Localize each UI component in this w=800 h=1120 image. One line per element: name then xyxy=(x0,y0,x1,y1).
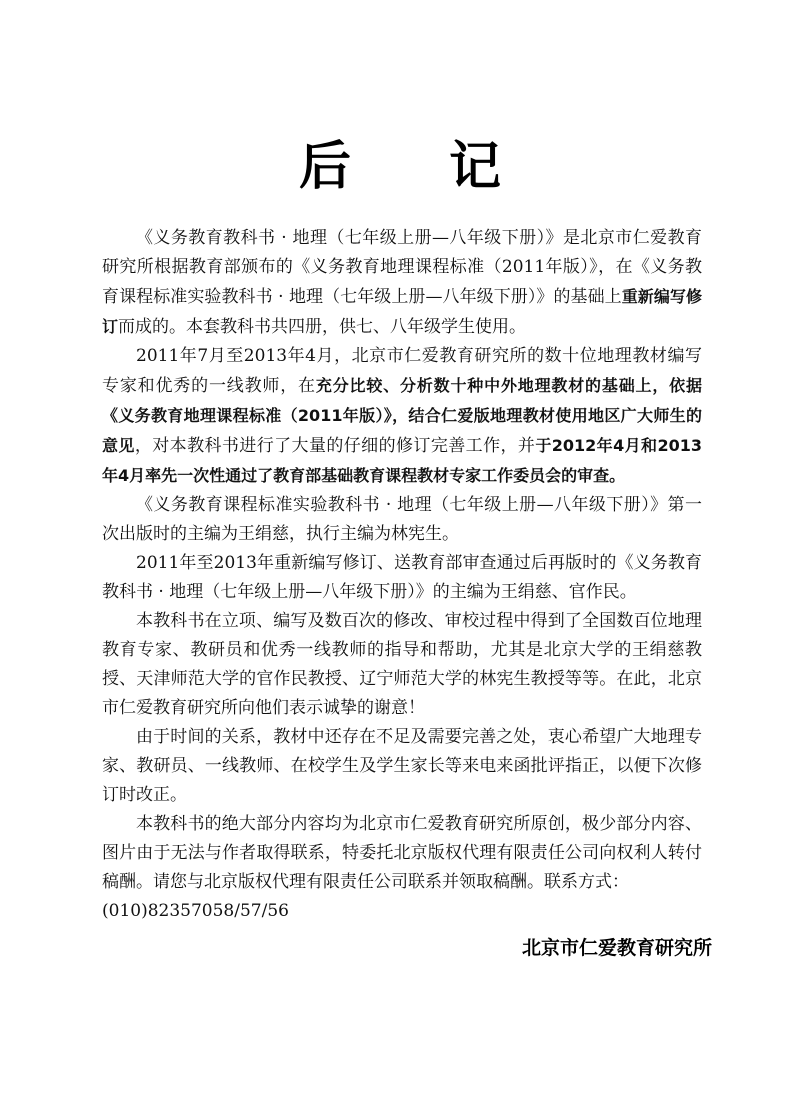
afterword-body xyxy=(102,224,702,926)
paragraph-2-bold-a: 充分比较、分析数十种中外地理教材的基础上，依据《义务教育地理课程标准（2011年版）》，结合仁爱版地理教材使用地区广大师生的意见 xyxy=(102,376,702,455)
paragraph-3: 《义务教育课程标准实验教科书 · 地理（七年级上册—八年级下册）》第一次出版时的主编为王绢慈，执行主编为林宪生。 xyxy=(102,495,702,544)
paragraph-2-bold-b: 于2012年4月和2013年4月率先一次性通过了教育部基础教育课程教材专家工作委员会的审查。 xyxy=(102,436,702,485)
contact-phone: (010)82357058/57/56 xyxy=(102,901,289,921)
paragraph-7: 本教科书的绝大部分内容均为北京市仁爱教育研究所原创，极少部分内容、图片由于无法与作者取得联系，特委托北京版权代理有限责任公司向权利人转付稿酬。请您与北京版权代理有限责任公司联系并领取稿酬。联系方式： xyxy=(102,814,702,892)
paragraph-1-bold-a: 重新编写修订 xyxy=(102,287,702,336)
page-title: 后 记 xyxy=(298,136,542,197)
paragraph-6: 由于时间的关系，教材中还存在不足及需要完善之处，衷心希望广大地理专家、教研员、一线教师、在校学生及学生家长等来电来函批评指正，以便下次修订时改正。 xyxy=(102,727,702,805)
paragraph-4: 2011年至2013年重新编写修订、送教育部审查通过后再版时的《义务教育教科书 · 地理（七年级上册—八年级下册）》的主编为王绢慈、官作民。 xyxy=(102,553,702,602)
paragraph-2 xyxy=(102,342,702,491)
paragraph-2-text-b: ，对本教科书进行了大量的仔细的修订完善工作，并 xyxy=(134,436,536,456)
paragraph-5: 本教科书在立项、编写及数百次的修改、审校过程中得到了全国数百位地理教育专家、教研员和优秀一线教师的指导和帮助，尤其是北京大学的王绢慈教授、天津师范大学的官作民教授、辽宁师范大学的林宪生教授等等。在此，北京市仁爱教育研究所向他们表示诚挚的谢意！ xyxy=(102,611,702,718)
paragraph-1-text-a: 《义务教育教科书 · 地理（七年级上册—八年级下册）》是北京市仁爱教育研究所根据教育部颁布的《义务教育地理课程标准（2011年版）》，在《义务教育课程标准实验教科书 · 地理（七年级上册—八年级下册）》的基础上 xyxy=(102,228,702,307)
paragraph-2-text-a: 2011年7月至2013年4月，北京市仁爱教育研究所的数十位地理教材编写专家和优秀的一线教师，在 xyxy=(102,346,702,396)
paragraph-1-text-b: 而成的。本套教科书共四册，供七、八年级学生使用。 xyxy=(118,317,527,337)
paragraph-1 xyxy=(102,224,702,342)
signature-institute: 北京市仁爱教育研究所 xyxy=(521,937,712,959)
